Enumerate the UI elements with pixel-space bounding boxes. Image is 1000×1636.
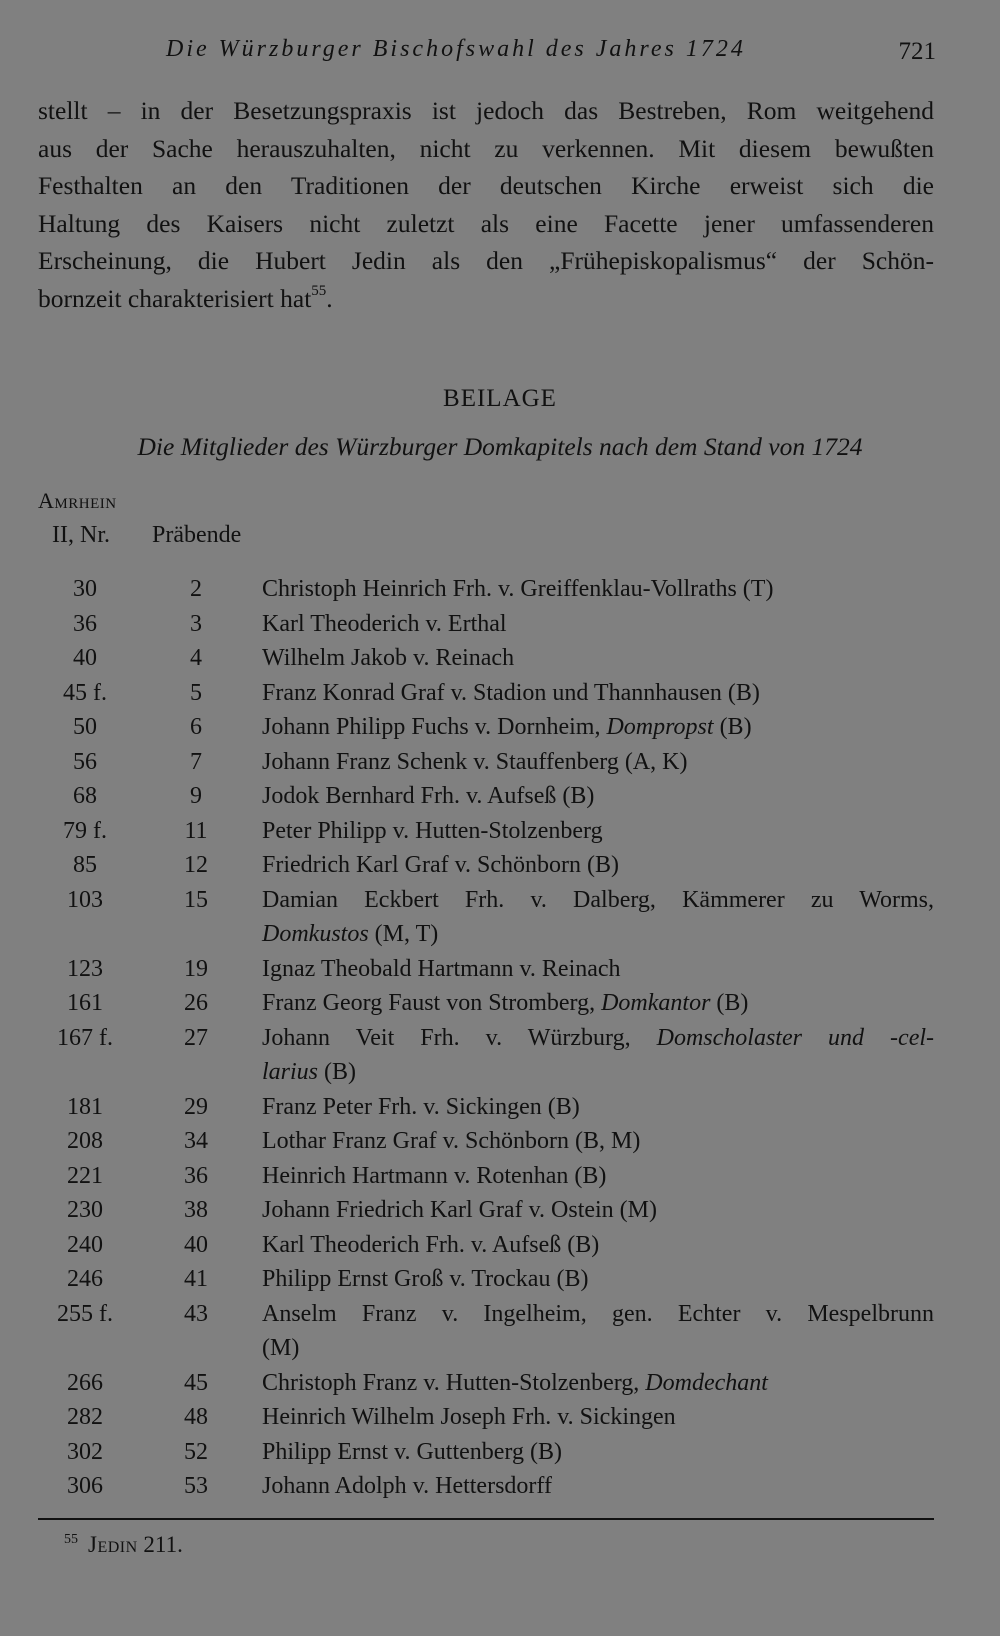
member-marks: (B) (716, 990, 749, 1016)
praebende-number: 12 (184, 852, 208, 878)
amrhein-number: 208 (67, 1128, 103, 1154)
amrhein-number: 255 f. (57, 1300, 113, 1327)
member-name-line (262, 607, 934, 642)
running-head (38, 36, 936, 76)
footnote-ref: 211. (143, 1532, 183, 1557)
member-name (262, 814, 934, 849)
member-marks: (M, T) (374, 921, 439, 947)
praebende-number: 5 (190, 679, 202, 706)
praebende-number: 11 (184, 817, 208, 844)
column-header-praebende: Präbende (152, 522, 242, 548)
member-name-line (262, 1228, 934, 1263)
member-name-line (262, 848, 934, 883)
praebende-number: 38 (184, 1197, 208, 1223)
member-marks: (M) (262, 1335, 300, 1361)
amrhein-number: 36 (73, 610, 97, 637)
member-name-line (262, 1124, 934, 1159)
praebende-number: 43 (184, 1300, 208, 1327)
amrhein-number: 282 (67, 1404, 103, 1430)
member-name (262, 1124, 934, 1159)
member-office: Domscholaster und -cel- (656, 1024, 935, 1051)
member-name-line (262, 745, 934, 780)
member-name-text: Wilhelm Jakob v. Reinach (262, 645, 515, 671)
members-table (0, 577, 1000, 1509)
amrhein-number: 68 (73, 783, 97, 809)
member-office: Dompropst (606, 714, 714, 740)
member-name-text: Johann Veit Frh. v. Würzburg, (262, 1024, 631, 1051)
member-name (262, 1297, 934, 1366)
member-marks: (B) (324, 1059, 357, 1085)
member-name-text: Damian Eckbert Frh. v. Dalberg, Kämmerer zu Worms, (262, 886, 934, 913)
member-name-text: Johann Philipp Fuchs v. Dornheim, (262, 714, 601, 740)
member-name-line (262, 779, 934, 814)
amrhein-number: 123 (67, 955, 103, 982)
praebende-number: 52 (184, 1438, 208, 1465)
praebende-number: 48 (184, 1404, 208, 1430)
praebende-number: 7 (190, 748, 202, 775)
member-name-text: Ignaz Theobald Hartmann v. Reinach (262, 955, 621, 982)
member-name-text: Philipp Ernst Groß v. Trockau (B) (262, 1266, 589, 1292)
member-office: Domdechant (645, 1369, 768, 1396)
member-name-text: Karl Theoderich v. Erthal (262, 610, 507, 637)
footnote-reference[interactable]: 55 (311, 283, 327, 299)
amrhein-number: 40 (73, 645, 97, 671)
footnote (64, 1532, 183, 1558)
member-name-line (262, 1159, 934, 1194)
member-name-line (262, 1400, 934, 1435)
member-name-line (262, 1090, 934, 1125)
amrhein-number: 302 (67, 1438, 103, 1465)
running-head-title: Die Würzburger Bischofswahl des Jahres 1724 (166, 36, 746, 62)
member-name-text: Johann Franz Schenk v. Stauffenberg (A, K) (262, 748, 688, 775)
amrhein-number: 230 (67, 1197, 103, 1223)
member-name-text: Jodok Bernhard Frh. v. Aufseß (B) (262, 783, 595, 809)
appendix-heading: BEILAGE (443, 385, 557, 412)
amrhein-number: 266 (67, 1369, 103, 1396)
member-name (262, 641, 934, 676)
member-name-line (262, 917, 934, 952)
member-name-text: Karl Theoderich Frh. v. Aufseß (B) (262, 1231, 600, 1258)
member-name (262, 1193, 934, 1228)
table-row (0, 1026, 1000, 1095)
member-name (262, 1400, 934, 1435)
member-name (262, 1469, 934, 1504)
member-name-text: Christoph Franz v. Hutten-Stolzenberg, (262, 1369, 640, 1396)
praebende-number: 19 (184, 955, 208, 982)
body-line: stellt – in der Besetzungspraxis ist jedoch das Bestreben, Rom weitgehend (38, 96, 934, 125)
member-name-line (262, 952, 934, 987)
member-name (262, 986, 934, 1021)
amrhein-number: 181 (67, 1093, 103, 1120)
member-name (262, 607, 934, 642)
member-name-line (262, 1262, 934, 1297)
member-name-line (262, 641, 934, 676)
amrhein-number: 306 (67, 1473, 103, 1499)
amrhein-number: 161 (67, 990, 103, 1016)
member-name-line (262, 1021, 934, 1056)
praebende-number: 41 (184, 1266, 208, 1292)
member-name (262, 676, 934, 711)
member-name-text: Heinrich Hartmann v. Rotenhan (B) (262, 1162, 607, 1189)
praebende-number: 15 (184, 886, 208, 913)
member-name-text: Johann Adolph v. Hettersdorff (262, 1473, 552, 1499)
member-name (262, 848, 934, 883)
amrhein-number: 30 (73, 576, 97, 602)
body-line-text: bornzeit charakterisiert hat (38, 283, 312, 313)
praebende-number: 9 (190, 783, 202, 809)
amrhein-number: 85 (73, 852, 97, 878)
body-line: aus der Sache herauszuhalten, nicht zu verkennen. Mit diesem bewußten (38, 133, 934, 163)
member-name-line (262, 572, 934, 607)
body-paragraph (38, 92, 934, 317)
praebende-number: 36 (184, 1162, 208, 1189)
member-name-line (262, 814, 934, 849)
member-name-text: Heinrich Wilhelm Joseph Frh. v. Sickingen (262, 1404, 676, 1430)
amrhein-number: 45 f. (63, 679, 107, 706)
member-name-line (262, 1366, 934, 1401)
page-number: 721 (898, 38, 936, 65)
member-office: Domkantor (601, 990, 711, 1016)
praebende-number: 27 (184, 1024, 208, 1051)
member-name (262, 779, 934, 814)
member-name (262, 1228, 934, 1263)
member-name-text: Christoph Heinrich Frh. v. Greiffenklau-Vollraths (T) (262, 576, 774, 602)
member-name-line (262, 1055, 934, 1090)
praebende-number: 45 (184, 1369, 208, 1396)
amrhein-number: 246 (67, 1266, 103, 1292)
appendix-subtitle: Die Mitglieder des Würzburger Domkapitels nach dem Stand von 1724 (137, 432, 863, 461)
member-office: larius (262, 1059, 319, 1085)
footnote-number: 55 (64, 1532, 78, 1548)
member-name (262, 710, 934, 745)
praebende-number: 29 (184, 1093, 208, 1120)
praebende-number: 40 (184, 1231, 208, 1258)
member-name (262, 572, 934, 607)
member-office: Domkustos (262, 921, 369, 947)
amrhein-number: 240 (67, 1231, 103, 1258)
member-name-line (262, 1469, 934, 1504)
body-line: Haltung des Kaisers nicht zuletzt als eine Facette jener umfassenderen (38, 208, 934, 238)
footnote-rule (38, 1518, 934, 1520)
praebende-number: 4 (190, 645, 202, 671)
member-name-line (262, 883, 934, 918)
member-marks: (B) (719, 714, 752, 740)
praebende-number: 3 (190, 610, 202, 637)
member-name (262, 1090, 934, 1125)
amrhein-number: 167 f. (57, 1024, 113, 1051)
member-name-line (262, 1297, 934, 1332)
member-name (262, 952, 934, 987)
column-header-amrhein-nr: II, Nr. (52, 522, 110, 548)
member-name-text: Franz Konrad Graf v. Stadion und Thannhausen (B) (262, 679, 760, 706)
table-row (0, 888, 1000, 957)
member-name-line (262, 1331, 934, 1366)
member-name-text: Anselm Franz v. Ingelheim, gen. Echter v. Mespelbrunn (262, 1300, 934, 1327)
praebende-number: 26 (184, 990, 208, 1016)
amrhein-number: 221 (67, 1162, 103, 1189)
member-name (262, 1262, 934, 1297)
member-name-line (262, 676, 934, 711)
member-name (262, 745, 934, 780)
amrhein-number: 50 (73, 714, 97, 740)
body-line-end: . (326, 283, 333, 313)
member-name (262, 1021, 934, 1090)
praebende-number: 6 (190, 714, 202, 740)
amrhein-number: 56 (73, 748, 97, 775)
column-header-amrhein: Amrhein (38, 488, 117, 513)
table-row (0, 1474, 1000, 1509)
member-name-text: Peter Philipp v. Hutten-Stolzenberg (262, 817, 603, 844)
amrhein-number: 79 f. (63, 817, 107, 844)
praebende-number: 34 (184, 1128, 208, 1154)
member-name-text: Philipp Ernst v. Guttenberg (B) (262, 1438, 562, 1465)
member-name-text: Friedrich Karl Graf v. Schönborn (B) (262, 852, 620, 878)
praebende-number: 53 (184, 1473, 208, 1499)
member-name (262, 883, 934, 952)
member-name-line (262, 1193, 934, 1228)
member-name-text: Johann Friedrich Karl Graf v. Ostein (M) (262, 1197, 658, 1223)
body-line-last (38, 280, 934, 318)
member-name-text: Franz Georg Faust von Stromberg, (262, 990, 596, 1016)
member-name (262, 1159, 934, 1194)
amrhein-number: 103 (67, 886, 103, 913)
member-name-text: Lothar Franz Graf v. Schönborn (B, M) (262, 1128, 641, 1154)
member-name-line (262, 1435, 934, 1470)
member-name-text: Franz Peter Frh. v. Sickingen (B) (262, 1093, 580, 1120)
body-line: Festhalten an den Traditionen der deutschen Kirche erweist sich die (38, 171, 934, 200)
member-name-line (262, 986, 934, 1021)
praebende-number: 2 (190, 576, 202, 602)
member-name (262, 1366, 934, 1401)
footnote-author: Jedin (88, 1532, 138, 1557)
body-line: Erscheinung, die Hubert Jedin als den „Frühepiskopalismus“ der Schön- (38, 246, 934, 275)
member-name-line (262, 710, 934, 745)
member-name (262, 1435, 934, 1470)
table-row (0, 1302, 1000, 1371)
